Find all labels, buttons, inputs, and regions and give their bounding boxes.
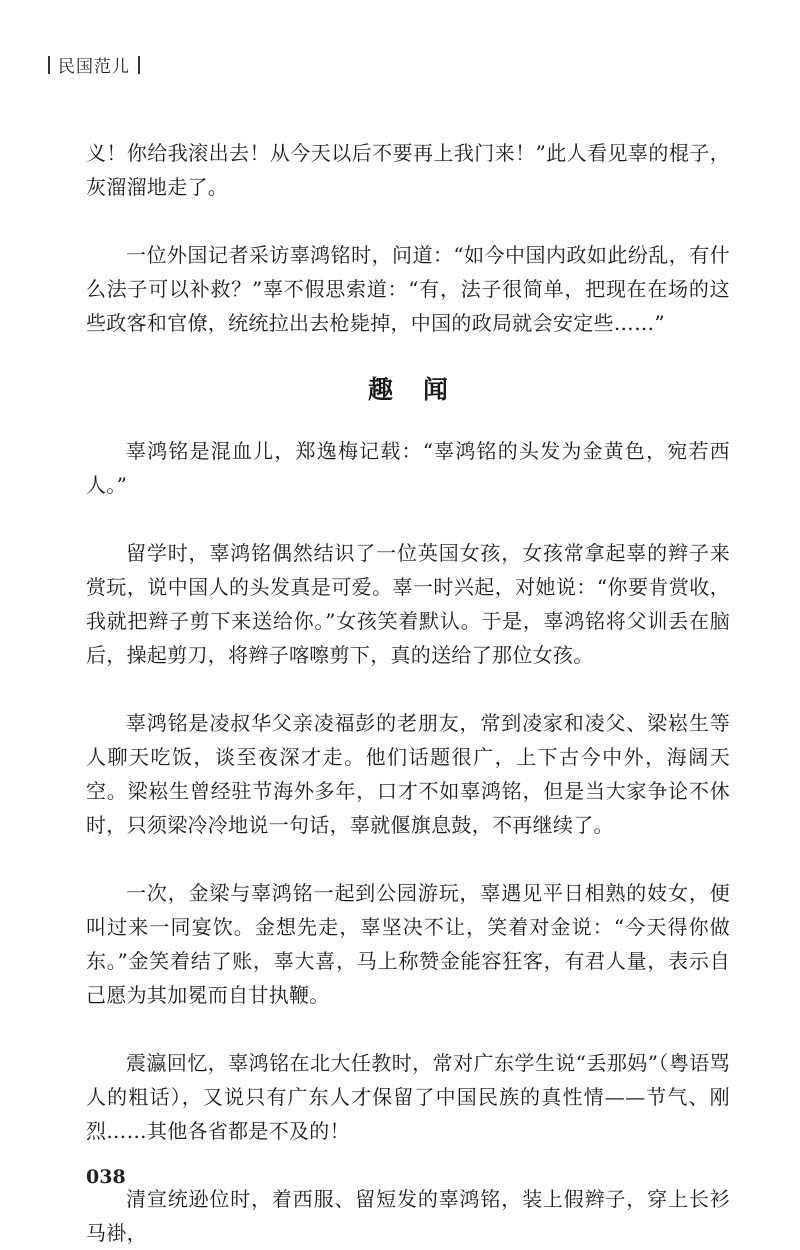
paragraph-ling-family: 辜鸿铭是凌叔华父亲凌福彭的老朋友，常到凌家和凌父、梁崧生等人聊天吃饭，谈至夜深才走。他们话题很广，上下古今中外，海阔天空。梁崧生曾经驻节海外多年，口才不如辜鸿铭，但是当大家争论不休时，只须梁冷冷地说一句话，辜就偃旗息鼓，不再继续了。	[86, 711, 730, 837]
paragraph-gap	[86, 502, 730, 536]
paragraph-xuantong-abdication: 清宣统逊位时，着西服、留短发的辜鸿铭，装上假辫子，穿上长衫马褂，	[86, 1187, 730, 1245]
paragraph-peking-university: 震瀛回忆，辜鸿铭在北大任教时，常对广东学生说“丢那妈”（粤语骂人的粗话），又说只有广东人才保留了中国民族的真性情——节气、刚烈……其他各省都是不及的！	[86, 1051, 730, 1143]
running-header	[40, 52, 148, 77]
paragraph-gap	[86, 1148, 730, 1182]
paragraph-gap	[86, 204, 730, 238]
section-title: 趣闻	[367, 375, 478, 404]
page-content	[86, 136, 730, 1250]
paragraph-gap	[86, 1012, 730, 1046]
paragraph-study-abroad: 留学时，辜鸿铭偶然结识了一位英国女孩，女孩常拿起辜的辫子来赏玩，说中国人的头发真是可爱。辜一时兴起，对她说：“你要肯赏收，我就把辫子剪下来送给你。”女孩笑着默认。于是，辜鸿铭将父训丢在脑后，操起剪刀，将辫子喀嚓剪下，真的送给了那位女孩。	[86, 541, 730, 667]
header-divider-left	[48, 56, 50, 74]
paragraph-gap	[86, 842, 730, 876]
paragraph-gap	[86, 672, 730, 706]
paragraph-mixed-blood: 辜鸿铭是混血儿，郑逸梅记载：“辜鸿铭的头发为金黄色，宛若西人。”	[86, 439, 730, 497]
paragraph-park-visit: 一次，金梁与辜鸿铭一起到公园游玩，辜遇见平日相熟的妓女，便叫过来一同宴饮。金想先走，辜坚决不让，笑着对金说：“今天得你做东。”金笑着结了账，辜大喜，马上称赞金能容狂客，有君人量，表示自己愿为其加冕而自甘执鞭。	[86, 881, 730, 1007]
header-divider-right	[138, 56, 140, 74]
book-title: 民国范儿	[58, 57, 130, 77]
paragraph-continued: 义！你给我滚出去！从今天以后不要再上我门来！”此人看见辜的棍子，灰溜溜地走了。	[86, 141, 730, 199]
paragraph-reporter-interview: 一位外国记者采访辜鸿铭时，问道：“如今中国内政如此纷乱，有什么法子可以补救？”辜不假思索道：“有，法子很简单，把现在在场的这些政客和官僚，统统拉出去枪毙掉，中国的政局就会安定些……”	[86, 243, 730, 335]
page-number: 038	[86, 1166, 126, 1188]
